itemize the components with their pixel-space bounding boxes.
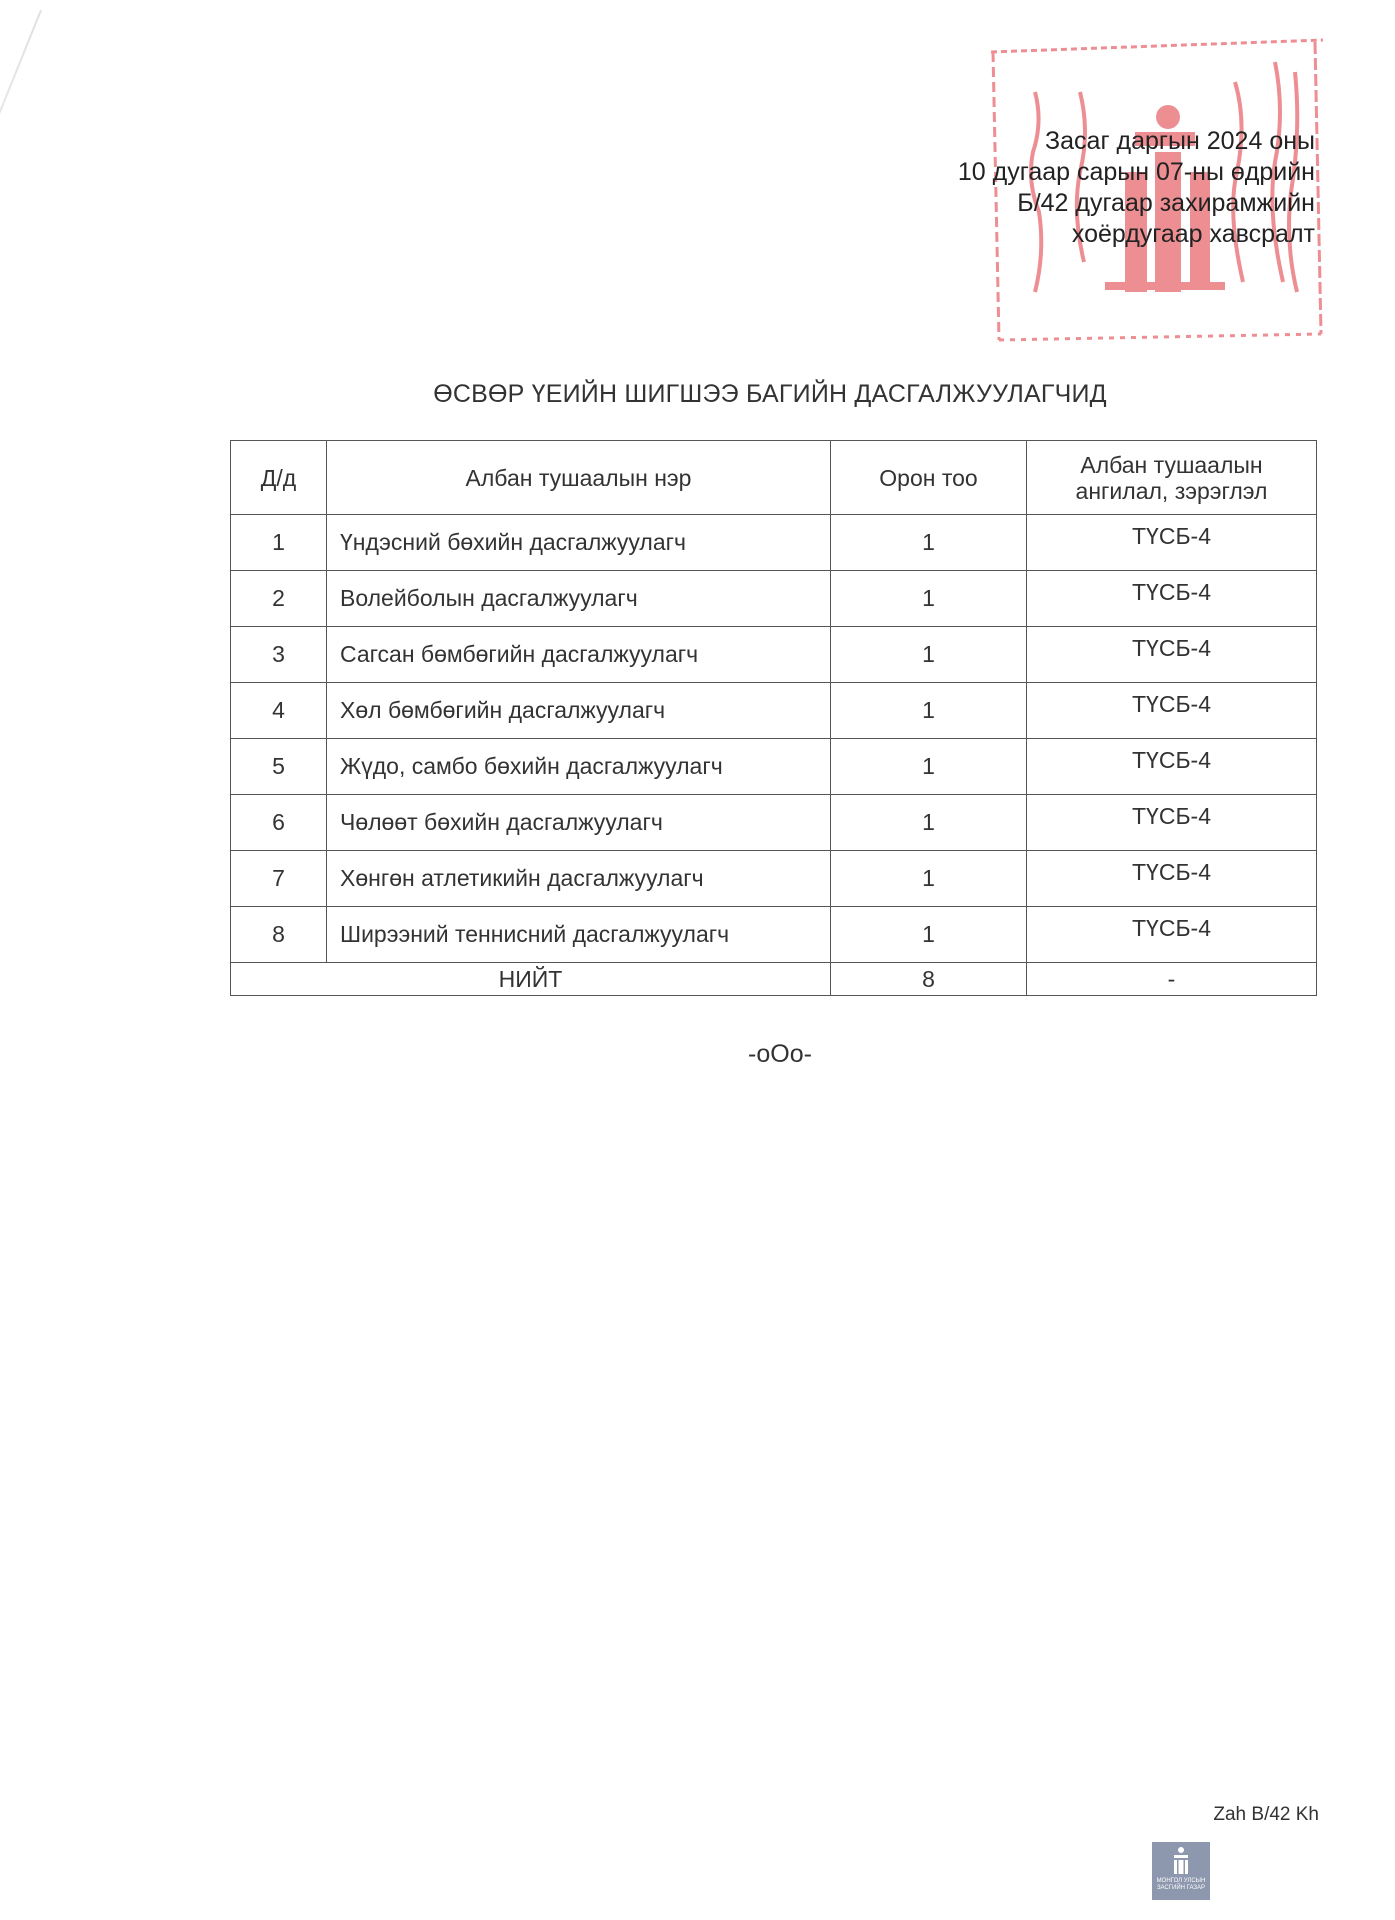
row-number: 4 [231,683,327,739]
table-row [231,683,1317,739]
header-position-name: Албан тушаалын нэр [327,441,831,515]
table-row [231,515,1317,571]
total-label: НИЙТ [231,963,831,996]
scan-artifact-line [0,10,42,289]
row-headcount: 1 [831,907,1027,963]
header-number: Д/д [231,441,327,515]
row-grade: ТҮСБ-4 [1027,571,1317,627]
row-headcount: 1 [831,515,1027,571]
appendix-line-2: 10 дугаар сарын 07-ны өдрийн [957,158,1315,186]
row-number: 5 [231,739,327,795]
row-number: 8 [231,907,327,963]
total-headcount: 8 [831,963,1027,996]
table-total-row [231,963,1317,996]
seal-line-2: ЗАСГИЙН ГАЗАР [1156,1885,1206,1891]
end-of-document-mark: -oOo- [748,1040,812,1068]
header-grade-line-1: Албан тушаалын [1080,451,1263,478]
coaches-table [230,440,1317,996]
row-number: 1 [231,515,327,571]
appendix-line-4: хоёрдугаар хавсралт [1071,220,1315,248]
row-position-name: Ширээний теннисний дасгалжуулагч [327,907,831,963]
row-headcount: 1 [831,739,1027,795]
row-position-name: Үндэсний бөхийн дасгалжуулагч [327,515,831,571]
row-position-name: Волейболын дасгалжуулагч [327,571,831,627]
row-number: 7 [231,851,327,907]
table-row [231,795,1317,851]
row-grade: ТҮСБ-4 [1027,795,1317,851]
appendix-reference [958,126,1315,250]
row-number: 2 [231,571,327,627]
row-grade: ТҮСБ-4 [1027,627,1317,683]
document-title: ӨСВӨР ҮЕИЙН ШИГШЭЭ БАГИЙН ДАСГАЛЖУУЛАГЧИД [433,380,1107,408]
header-grade [1027,441,1317,515]
appendix-line-3: Б/42 дугаар захирамжийн [1017,189,1315,217]
soyombo-icon [1168,1846,1194,1876]
row-grade: ТҮСБ-4 [1027,739,1317,795]
row-grade: ТҮСБ-4 [1027,683,1317,739]
row-headcount: 1 [831,683,1027,739]
table-row [231,627,1317,683]
row-grade: ТҮСБ-4 [1027,851,1317,907]
row-position-name: Жүдо, самбо бөхийн дасгалжуулагч [327,739,831,795]
table-header-row [231,441,1317,515]
row-headcount: 1 [831,571,1027,627]
appendix-line-1: Засаг даргын 2024 оны [1045,127,1315,155]
row-number: 6 [231,795,327,851]
row-grade: ТҮСБ-4 [1027,907,1317,963]
table-row [231,739,1317,795]
table-row [231,907,1317,963]
government-seal-logo [1152,1842,1210,1900]
row-position-name: Сагсан бөмбөгийн дасгалжуулагч [327,627,831,683]
row-position-name: Чөлөөт бөхийн дасгалжуулагч [327,795,831,851]
total-grade: - [1027,963,1317,996]
table-row [231,851,1317,907]
row-position-name: Хөнгөн атлетикийн дасгалжуулагч [327,851,831,907]
header-grade-line-2: ангилал, зэрэглэл [1075,477,1268,504]
row-grade: ТҮСБ-4 [1027,515,1317,571]
row-position-name: Хөл бөмбөгийн дасгалжуулагч [327,683,831,739]
seal-line-1: МОНГОЛ УЛСЫН [1156,1878,1206,1884]
table-row [231,571,1317,627]
row-number: 3 [231,627,327,683]
row-headcount: 1 [831,795,1027,851]
row-headcount: 1 [831,851,1027,907]
document-code: Zah B/42 Kh [1213,1804,1319,1825]
header-headcount: Орон тоо [831,441,1027,515]
row-headcount: 1 [831,627,1027,683]
